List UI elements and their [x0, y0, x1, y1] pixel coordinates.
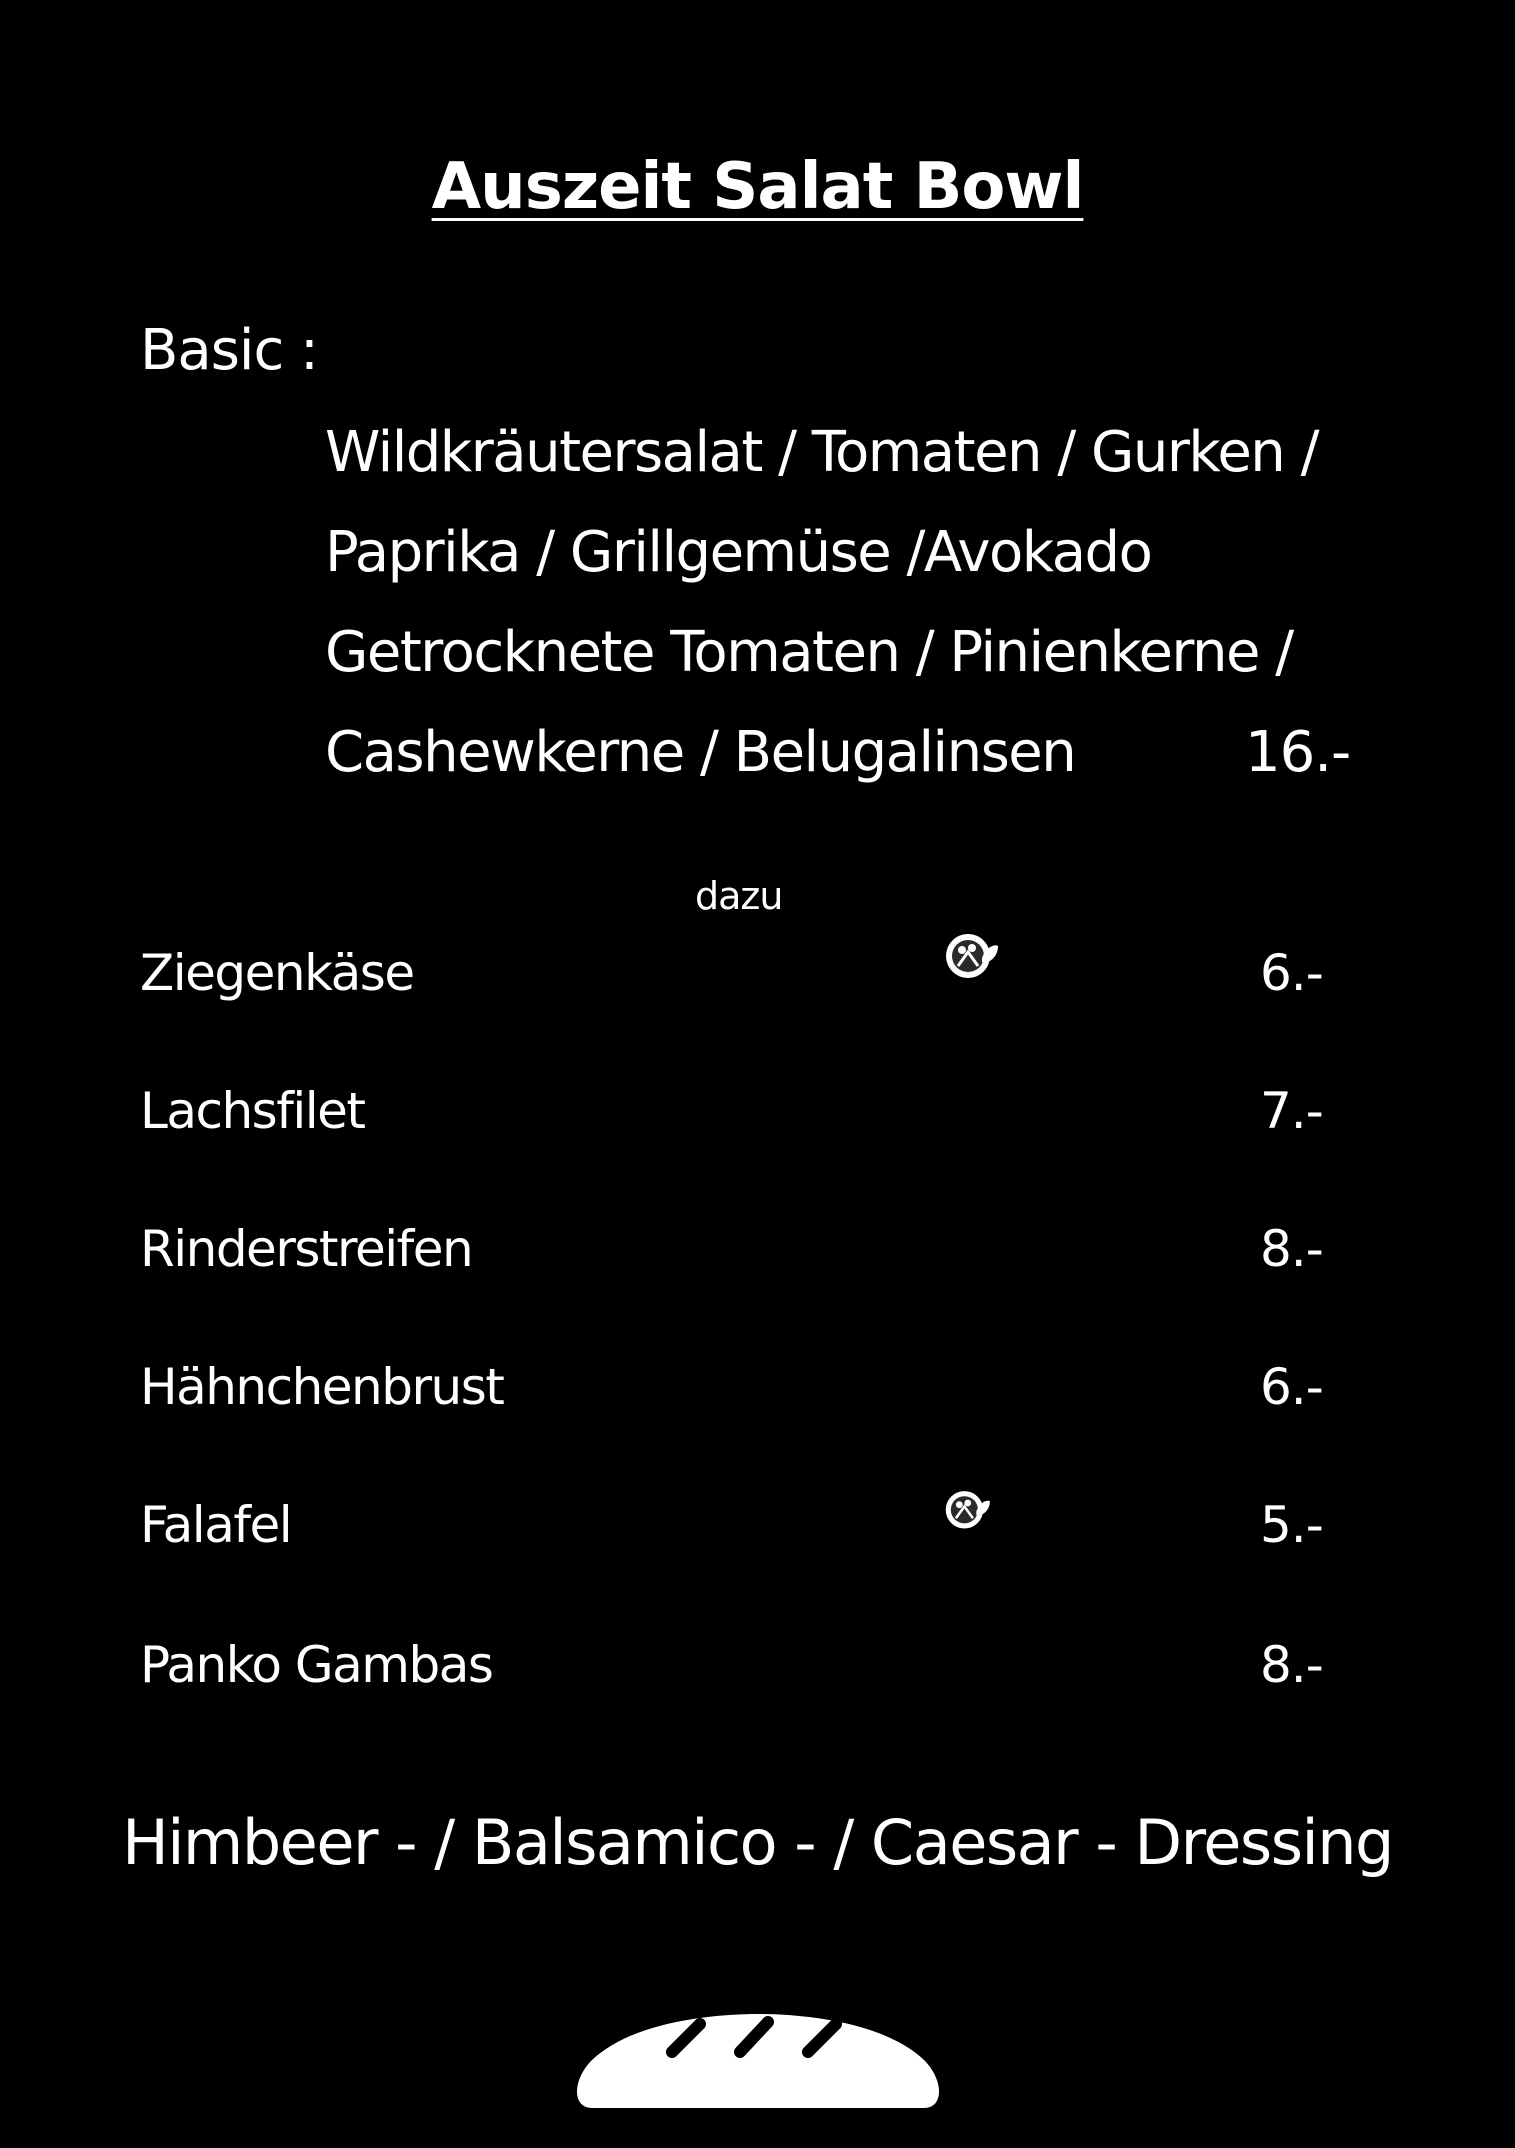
addon-price: 6.- — [1260, 1358, 1323, 1416]
basic-ingredients-line: Wildkräutersalat / Tomaten / Gurken / — [325, 420, 1318, 485]
basic-ingredients-line: Cashewkerne / Belugalinsen — [325, 720, 1076, 785]
addon-name: Falafel — [140, 1496, 292, 1554]
vegetarian-icon — [944, 1486, 992, 1534]
basic-price: 16.- — [1245, 720, 1351, 785]
addon-price: 8.- — [1260, 1220, 1323, 1278]
addon-name: Ziegenkäse — [140, 944, 414, 1002]
basic-label: Basic : — [140, 318, 318, 383]
addon-price: 7.- — [1260, 1082, 1323, 1140]
vegetarian-icon — [944, 928, 1000, 984]
addons-label: dazu — [695, 874, 783, 918]
addon-name: Panko Gambas — [140, 1636, 493, 1694]
addon-price: 5.- — [1260, 1496, 1323, 1554]
addon-name: Hähnchenbrust — [140, 1358, 504, 1416]
addon-price: 8.- — [1260, 1636, 1323, 1694]
dressing-options: Himbeer - / Balsamico - / Caesar - Dressing — [122, 1806, 1393, 1879]
menu-title: Auszeit Salat Bowl — [431, 150, 1084, 224]
basic-ingredients-line: Getrocknete Tomaten / Pinienkerne / — [325, 620, 1293, 685]
bread-icon — [572, 2010, 944, 2110]
basic-ingredients-line: Paprika / Grillgemüse /Avokado — [325, 520, 1152, 585]
addon-price: 6.- — [1260, 944, 1323, 1002]
addon-name: Lachsfilet — [140, 1082, 365, 1140]
addon-name: Rinderstreifen — [140, 1220, 473, 1278]
